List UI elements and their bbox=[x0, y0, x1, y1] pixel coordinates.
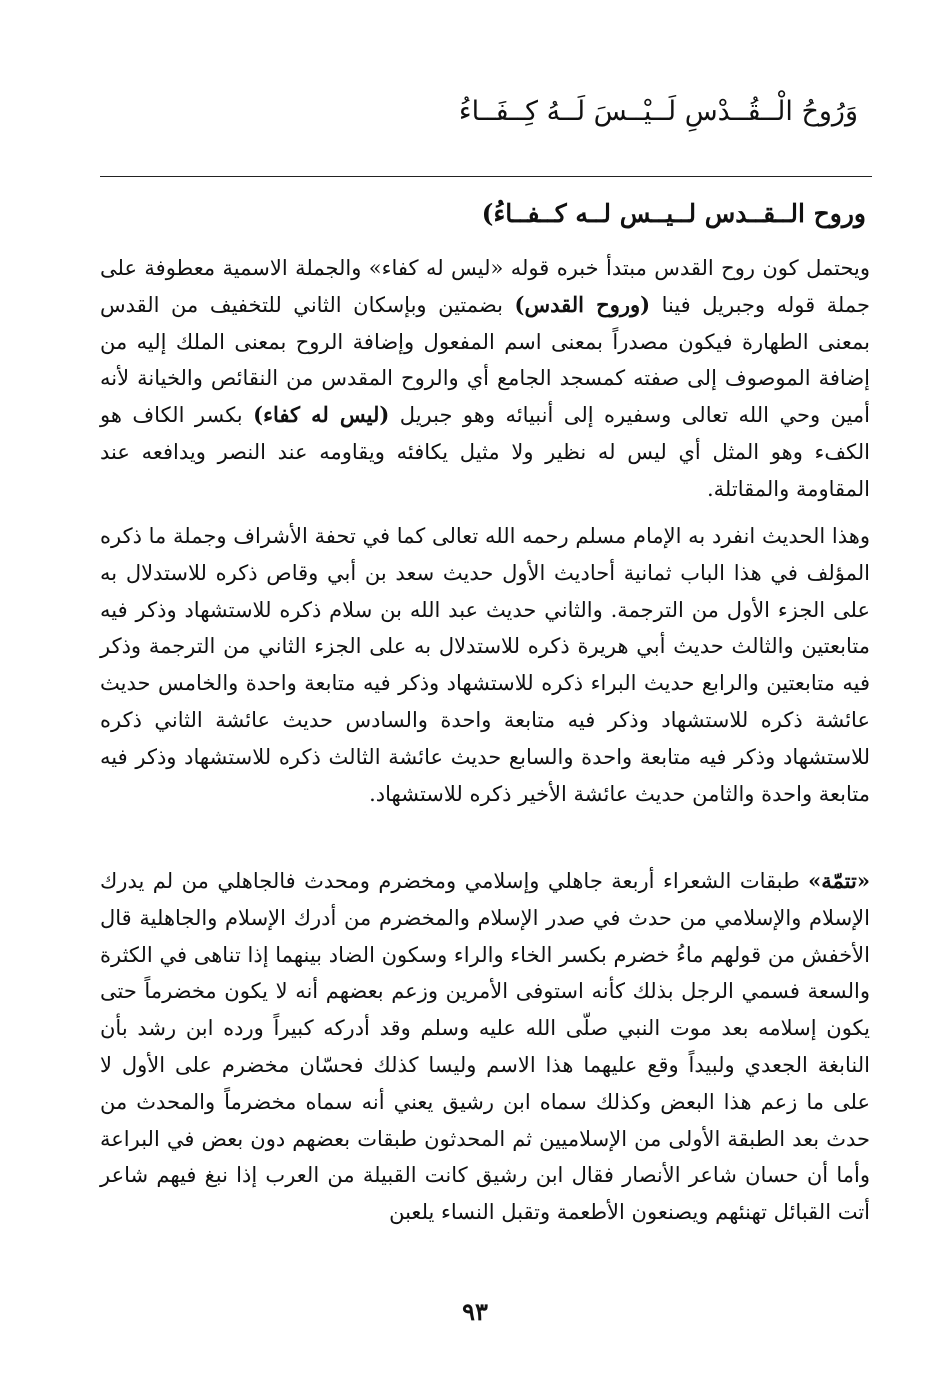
page-number: ٩٣ bbox=[462, 1297, 488, 1326]
paragraph-1-bold-2: (ليس له كفاء) bbox=[253, 402, 390, 428]
paragraph-1-text-before: ويحتمل كون روح القدس مبتدأ خبره قوله «ليس له كفاء» والجملة الاسمية معطوفة على جملة قوله وجبريل فينا bbox=[100, 256, 871, 317]
paragraph-2: وهذا الحديث انفرد به الإمام مسلم رحمه الله تعالى كما في تحفة الأشراف وجملة ما ذكره المؤلف في هذا الباب ثمانية أحاديث الأول حديث سعد بن أبي وقاص ذكره للاستدلال به على الجزء الأول من الترجمة. والثاني حديث عبد الله بن سلام ذكره للاستشهاد وذكر فيه متابعتين والثالث حديث أبي هريرة ذكره للاستدلال به على الجزء الثاني من الترجمة وذكر فيه متابعتين والرابع حديث البراء ذكره للاستشهاد وذكر فيه متابعة واحدة والخامس حديث عائشة ذكره للاستشهاد وذكر فيه متابعة واحدة والسادس حديث عائشة الثاني ذكره للاستشهاد وذكر فيه متابعة واحدة والسابع حديث عائشة الثالث ذكره للاستشهاد وذكر فيه متابعة واحدة والثامن حديث عائشة الأخير ذكره للاستشهاد. bbox=[100, 524, 870, 806]
paragraph-1-text-after: بكسر الكاف هو الكفء وهو المثل أي ليس له نظير ولا مثيل يكافئه ويقاومه عند النصر ويدافعه عند المقاومة والمقاتلة. bbox=[100, 403, 870, 501]
paragraph-3 bbox=[100, 863, 870, 1231]
paragraph-3-text: طبقات الشعراء أربعة جاهلي وإسلامي ومخضرم ومحدث فالجاهلي من لم يدرك الإسلام والإسلامي من حدث في صدر الإسلام والمخضرم من أدرك الإسلام والجاهلية قال الأخفش من قولهم ماءُ خضرم بكسر الخاء والراء وسكون الضاد بينهما إذا تناهى في الكثرة والسعة فسمي الرجل بذلك كأنه استوفى الأمرين وزعم بعضهم أنه لا يكون مخضرماً حتى يكون إسلامه بعد موت النبي صلّى الله عليه وسلم وقد أدركه كبيراً ورده ابن رشد بأن النابغة الجعدي ولبيداً وقع عليهما هذا الاسم وليسا كذلك فحسّان مخضرم على الأول لا على ما زعم هذا البعض وكذلك سماه ابن رشيق يعني أنه سماه مخضرماً والمحدث من حدث بعد الطبقة الأولى من الإسلاميين ثم المحدثون طبقات بعضهم دون بعض في البراعة وأما أن حسان شاعر الأنصار فقال ابن رشيق كانت القبيلة من العرب إذا نبغ فيهم شاعر أتت القبائل تهنئهم ويصنعون الأطعمة وتقبل النساء يلعبن bbox=[100, 869, 870, 1225]
paragraph-1 bbox=[100, 250, 870, 508]
paragraph-1-bold-1: (وروح القدس) bbox=[514, 291, 651, 317]
paragraph-3-lead: «تتمّة» bbox=[808, 868, 870, 893]
paragraph-1-text-middle: بضمتين وبإسكان الثاني للتخفيف من القدس بمعنى الطهارة فيكون مصدراً بمعنى اسم المفعول وإضافة الروح بمعنى الملك إليه من إضافة الموصوف إلى صفته كمسجد الجامع أي والروح المقدس من النقائص والخيانة لأنه أمين وحي الله تعالى وسفيره إلى أنبيائه وهو جبريل bbox=[100, 292, 870, 428]
commentary-heading: وروح الــقــدس لــيــس لــه كــفــاءُ) bbox=[481, 199, 866, 228]
separator-rule bbox=[100, 176, 872, 177]
verse-line: وَرُوحُ الْــقُــدْسِ لَــيْــسَ لَــهُ كِــفَــاءُ bbox=[458, 96, 858, 127]
